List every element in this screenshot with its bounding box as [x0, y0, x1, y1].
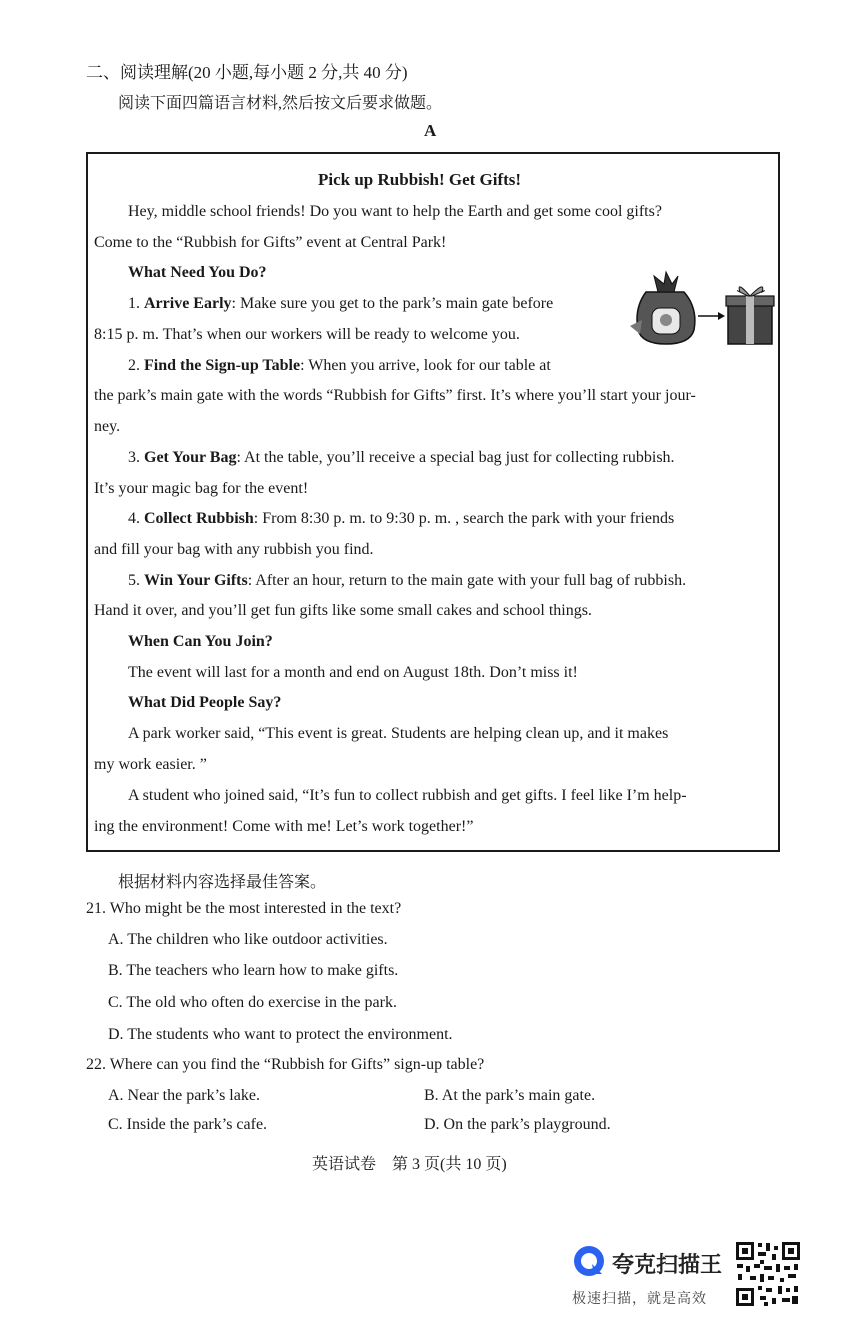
step-2-title: Find the Sign-up Table	[144, 357, 301, 374]
step-3-line-2: It’s your magic bag for the event!	[94, 480, 309, 497]
step-5-text: : After an hour, return to the main gate with your full bag of rubbish.	[247, 572, 687, 589]
step-2-number: 2.	[128, 357, 144, 374]
step-4-title: Collect Rubbish	[144, 510, 254, 527]
passage-box	[86, 152, 780, 852]
q22-stem: 22. Where can you find the “Rubbish for Gifts” sign-up table?	[86, 1056, 485, 1073]
watermark-slogan: 极速扫描，就是高效	[572, 1291, 707, 1307]
intro-line-1: Hey, middle school friends! Do you want to help the Earth and get some cool gifts?	[128, 203, 662, 220]
page-footer: 英语试卷 第 3 页(共 10 页)	[312, 1156, 507, 1173]
step-5-line-2: Hand it over, and you’ll get fun gifts like some small cakes and school things.	[94, 602, 592, 619]
passage-title: Pick up Rubbish! Get Gifts!	[318, 170, 522, 189]
step-2-text: : When you arrive, look for our table at	[300, 357, 551, 374]
step-2-line-3: ney.	[94, 418, 121, 435]
quote-2-line-1: A student who joined said, “It’s fun to collect rubbish and get gifts. I feel like I’m help-	[128, 787, 687, 804]
rubbish-bag-icon	[630, 272, 695, 344]
step-1-title: Arrive Early	[144, 295, 232, 312]
step-1-line-1	[128, 294, 553, 314]
rubbish-to-gift-illustration	[628, 268, 778, 348]
step-1-text: : Make sure you get to the park’s main gate before	[231, 295, 554, 312]
step-4-number: 4.	[128, 510, 144, 527]
choose-instruction: 根据材料内容选择最佳答案。	[118, 874, 327, 891]
q21-option-d: D. The students who want to protect the environment.	[108, 1026, 453, 1043]
q22-option-b: B. At the park’s main gate.	[424, 1087, 596, 1104]
instruction: 阅读下面四篇语言材料,然后按文后要求做题。	[118, 95, 443, 112]
q21-option-a: A. The children who like outdoor activities.	[108, 931, 388, 948]
q22-option-a: A. Near the park’s lake.	[108, 1087, 260, 1104]
section-heading: 二、阅读理解(20 小题,每小题 2 分,共 40 分)	[86, 63, 408, 82]
step-3-line-1	[128, 448, 675, 468]
heading-when: When Can You Join?	[128, 633, 273, 650]
quote-2-line-2: ing the environment! Come with me! Let’s work together!”	[94, 818, 474, 835]
heading-what-need: What Need You Do?	[128, 264, 267, 281]
heading-what-said: What Did People Say?	[128, 694, 282, 711]
step-1-line-2: 8:15 p. m. That’s when our workers will be ready to welcome you.	[94, 326, 520, 343]
quote-1-line-2: my work easier. ”	[94, 756, 207, 773]
q22-option-c: C. Inside the park’s cafe.	[108, 1116, 268, 1133]
step-1-number: 1.	[128, 295, 144, 312]
step-2-line-2: the park’s main gate with the words “Rubbish for Gifts” first. It’s where you’ll start your jour-	[94, 387, 696, 404]
step-5-line-1	[128, 571, 686, 591]
intro-line-2: Come to the “Rubbish for Gifts” event at Central Park!	[94, 234, 447, 251]
step-3-number: 3.	[128, 449, 144, 466]
q21-option-b: B. The teachers who learn how to make gifts.	[108, 962, 399, 979]
watermark-brand: 夸克扫描王	[612, 1253, 723, 1278]
step-3-text: : At the table, you’ll receive a special bag just for collecting rubbish.	[236, 449, 675, 466]
step-5-number: 5.	[128, 572, 144, 589]
q21-option-c: C. The old who often do exercise in the park.	[108, 994, 397, 1011]
step-4-text: : From 8:30 p. m. to 9:30 p. m. , search the park with your friends	[253, 510, 675, 527]
gift-box-icon	[726, 287, 774, 344]
arrow-icon	[698, 312, 725, 320]
step-4-line-2: and fill your bag with any rubbish you find.	[94, 541, 374, 558]
step-4-line-1	[128, 509, 674, 529]
when-text: The event will last for a month and end on August 18th. Don’t miss it!	[128, 664, 578, 681]
passage-letter: A	[424, 121, 437, 140]
step-5-title: Win Your Gifts	[144, 572, 248, 589]
quote-1-line-1: A park worker said, “This event is great. Students are helping clean up, and it makes	[128, 725, 669, 742]
q21-stem: 21. Who might be the most interested in the text?	[86, 900, 402, 917]
step-3-title: Get Your Bag	[144, 449, 237, 466]
quark-logo-icon	[572, 1244, 606, 1278]
qr-code-icon	[734, 1240, 802, 1308]
q22-option-d: D. On the park’s playground.	[424, 1116, 611, 1133]
step-2-line-1	[128, 356, 551, 376]
